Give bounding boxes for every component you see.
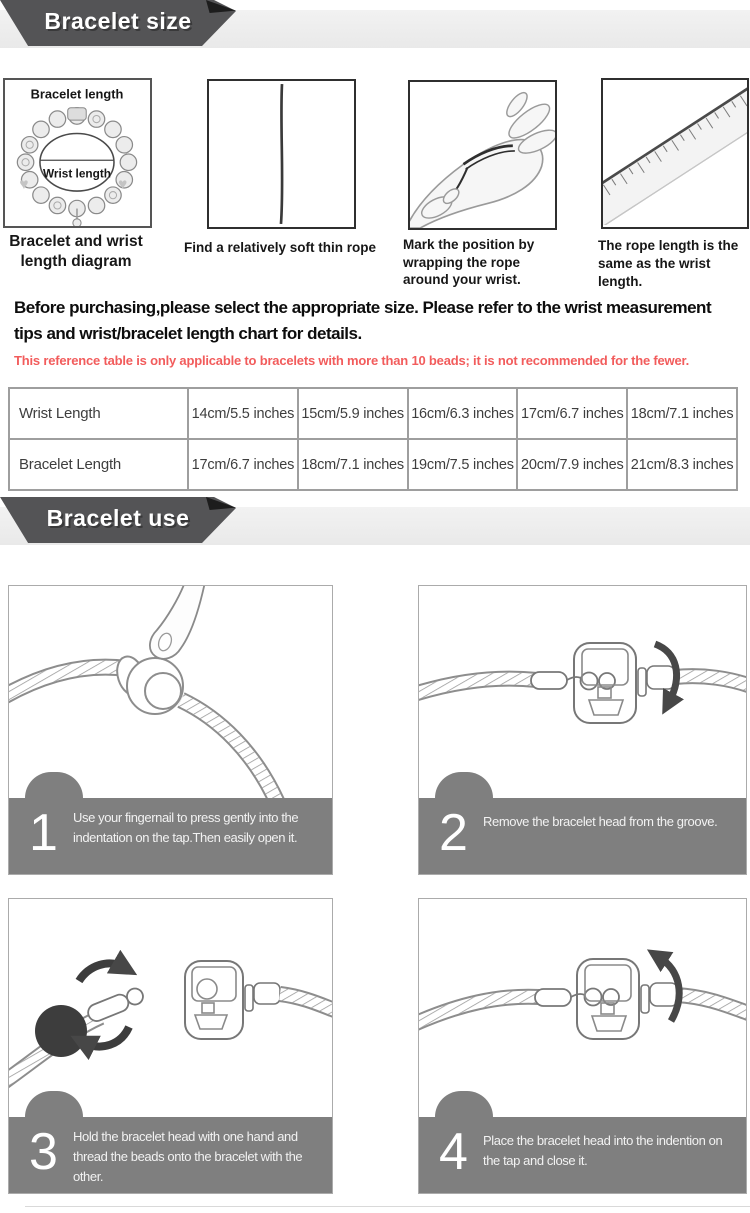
heart-charm-icon: ♥ [19,175,29,193]
bottom-divider [25,1206,750,1207]
table-cell: 17cm/6.7 inches [188,439,298,490]
section-title-use: Bracelet use [46,505,190,531]
step1-caption-bar [9,798,332,874]
table-row [9,388,737,439]
heart-charm-icon: ♥ [118,175,128,193]
step-panel-1 [8,585,333,875]
figure-caption-1: Bracelet and wrist length diagram [9,233,143,270]
table-cell: 19cm/7.5 inches [408,439,518,490]
row-label: Bracelet Length [9,439,188,490]
step-panel-4 [418,898,747,1194]
charm-bracelet-illustration [5,80,150,226]
table-cell: 15cm/5.9 inches [298,388,408,439]
step1-press-clasp-illustration [9,586,332,798]
step-text: Use your fingernail to press gently into the indentation on the tap.Then easily open it. [73,810,299,845]
table-cell: 18cm/7.1 inches [627,388,737,439]
reference-note: This reference table is only applicable to bracelets with more than 10 beads; it is not recommended for the fewer. [14,353,690,368]
label-bracelet-length: Bracelet length [30,86,124,102]
step2-remove-head-illustration [419,586,746,798]
step3-thread-beads-illustration [9,899,332,1117]
step-number: 2 [439,804,468,862]
figure-caption-3: Mark the position by wrapping the rope around your wrist. [403,237,535,287]
step-panel-3 [8,898,333,1194]
banner-fold [206,0,236,13]
intro-text: Before purchasing,please select the appropriate size. Please refer to the wrist measurement tips and wrist/bracelet length chart for details. [14,298,712,343]
step-panel-2 [418,585,747,875]
label-wrist-length: Wrist length [42,166,112,181]
table-cell: 21cm/8.3 inches [627,439,737,490]
figure-bracelet-diagram [3,78,152,228]
table-row [9,439,737,490]
figure-caption-2: Find a relatively soft thin rope [183,240,377,255]
row-label: Wrist Length [9,388,188,439]
wrist-wrap-illustration [410,82,555,228]
table-cell: 20cm/7.9 inches [517,439,627,490]
step-number: 3 [29,1123,58,1181]
step-text: Place the bracelet head into the indention on the tap and close it. [483,1133,723,1168]
figure-ruler [601,78,749,229]
size-table [8,387,738,491]
step4-close-clasp-illustration [419,899,746,1117]
step-number: 1 [29,804,58,862]
table-cell: 14cm/5.5 inches [188,388,298,439]
table-cell: 18cm/7.1 inches [298,439,408,490]
table-cell: 17cm/6.7 inches [517,388,627,439]
table-cell: 16cm/6.3 inches [408,388,518,439]
step-text: Hold the bracelet head with one hand and thread the beads onto the bracelet with the other. [73,1129,303,1184]
bracelet-size-banner [0,0,750,54]
rope-illustration [209,81,354,227]
figure-wrap-wrist [408,80,557,230]
bracelet-use-banner [0,497,750,551]
step-text: Remove the bracelet head from the groove. [483,814,718,829]
step-number: 4 [439,1123,468,1181]
banner-fold [206,497,236,510]
figure-thin-rope [207,79,356,229]
step4-caption-bar [419,1117,746,1193]
section-title-size: Bracelet size [44,8,192,34]
step3-caption-bar [9,1117,332,1193]
figure-caption-4: The rope length is the same as the wrist length. [598,238,739,289]
ruler-illustration [603,80,747,225]
step2-caption-bar [419,798,746,874]
